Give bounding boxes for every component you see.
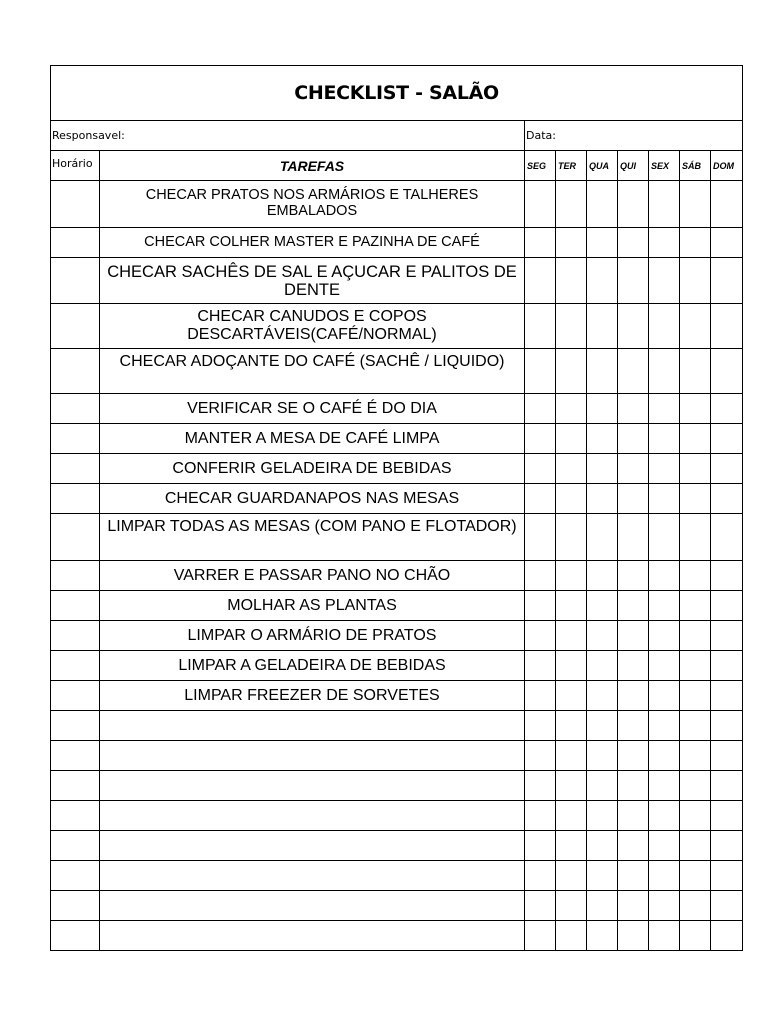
check-cell-sex[interactable] xyxy=(649,454,680,484)
check-cell-sab[interactable] xyxy=(680,591,711,621)
check-cell-qua[interactable] xyxy=(587,514,618,561)
day-header-qui: QUI xyxy=(618,151,649,181)
check-cell-dom[interactable] xyxy=(711,621,743,651)
table-row xyxy=(51,621,743,651)
check-cell-sex[interactable] xyxy=(649,741,680,771)
task-cell: LIMPAR FREEZER DE SORVETES xyxy=(100,681,525,711)
check-cell-sex[interactable] xyxy=(649,424,680,454)
check-cell-dom[interactable] xyxy=(711,801,743,831)
data-field[interactable]: Data: xyxy=(525,121,743,151)
check-cell-ter[interactable] xyxy=(556,258,587,304)
check-cell-ter[interactable] xyxy=(556,304,587,349)
check-cell-qua[interactable] xyxy=(587,921,618,951)
check-cell-seg[interactable] xyxy=(525,621,556,651)
check-cell-ter[interactable] xyxy=(556,921,587,951)
task-cell: MANTER A MESA DE CAFÉ LIMPA xyxy=(100,424,525,454)
horario-cell[interactable] xyxy=(51,514,100,561)
check-cell-seg[interactable] xyxy=(525,454,556,484)
table-row xyxy=(51,258,743,304)
check-cell-ter[interactable] xyxy=(556,651,587,681)
check-cell-sab[interactable] xyxy=(680,181,711,228)
check-cell-qua[interactable] xyxy=(587,258,618,304)
check-cell-sex[interactable] xyxy=(649,621,680,651)
check-cell-sab[interactable] xyxy=(680,304,711,349)
check-cell-dom[interactable] xyxy=(711,711,743,741)
check-cell-sex[interactable] xyxy=(649,711,680,741)
check-cell-qua[interactable] xyxy=(587,831,618,861)
check-cell-qua[interactable] xyxy=(587,561,618,591)
day-header-ter: TER xyxy=(556,151,587,181)
task-cell xyxy=(100,801,525,831)
check-cell-qui[interactable] xyxy=(618,304,649,349)
check-cell-dom[interactable] xyxy=(711,228,743,258)
check-cell-ter[interactable] xyxy=(556,561,587,591)
check-cell-qua[interactable] xyxy=(587,651,618,681)
check-cell-ter[interactable] xyxy=(556,621,587,651)
day-header-sex: SEX xyxy=(649,151,680,181)
check-cell-seg[interactable] xyxy=(525,801,556,831)
task-cell xyxy=(100,861,525,891)
check-cell-seg[interactable] xyxy=(525,861,556,891)
check-cell-qui[interactable] xyxy=(618,591,649,621)
check-cell-qua[interactable] xyxy=(587,801,618,831)
checklist-table xyxy=(50,65,743,951)
check-cell-qui[interactable] xyxy=(618,621,649,651)
horario-cell[interactable] xyxy=(51,771,100,801)
horario-cell[interactable] xyxy=(51,681,100,711)
check-cell-ter[interactable] xyxy=(556,454,587,484)
check-cell-sab[interactable] xyxy=(680,228,711,258)
table-row xyxy=(51,591,743,621)
check-cell-seg[interactable] xyxy=(525,711,556,741)
check-cell-sab[interactable] xyxy=(680,394,711,424)
check-cell-qui[interactable] xyxy=(618,561,649,591)
task-cell xyxy=(100,741,525,771)
check-cell-qua[interactable] xyxy=(587,424,618,454)
check-cell-ter[interactable] xyxy=(556,681,587,711)
check-cell-qui[interactable] xyxy=(618,891,649,921)
check-cell-seg[interactable] xyxy=(525,681,556,711)
task-cell: CONFERIR GELADEIRA DE BEBIDAS xyxy=(100,454,525,484)
check-cell-ter[interactable] xyxy=(556,711,587,741)
check-cell-seg[interactable] xyxy=(525,424,556,454)
table-row xyxy=(51,891,743,921)
check-cell-sex[interactable] xyxy=(649,861,680,891)
check-cell-sex[interactable] xyxy=(649,771,680,801)
check-cell-qua[interactable] xyxy=(587,304,618,349)
check-cell-ter[interactable] xyxy=(556,741,587,771)
check-cell-qua[interactable] xyxy=(587,861,618,891)
check-cell-seg[interactable] xyxy=(525,228,556,258)
check-cell-ter[interactable] xyxy=(556,514,587,561)
horario-cell[interactable] xyxy=(51,304,100,349)
horario-cell[interactable] xyxy=(51,831,100,861)
check-cell-dom[interactable] xyxy=(711,861,743,891)
check-cell-qua[interactable] xyxy=(587,484,618,514)
check-cell-dom[interactable] xyxy=(711,484,743,514)
check-cell-qua[interactable] xyxy=(587,741,618,771)
check-cell-sab[interactable] xyxy=(680,454,711,484)
check-cell-sab[interactable] xyxy=(680,801,711,831)
check-cell-seg[interactable] xyxy=(525,891,556,921)
check-cell-seg[interactable] xyxy=(525,561,556,591)
task-cell: CHECAR ADOÇANTE DO CAFÉ (SACHÊ / LIQUIDO) xyxy=(100,349,525,394)
check-cell-dom[interactable] xyxy=(711,591,743,621)
task-cell xyxy=(100,831,525,861)
check-cell-ter[interactable] xyxy=(556,861,587,891)
check-cell-qui[interactable] xyxy=(618,228,649,258)
check-cell-qua[interactable] xyxy=(587,454,618,484)
check-cell-sab[interactable] xyxy=(680,831,711,861)
horario-cell[interactable] xyxy=(51,484,100,514)
day-header-sab: SÁB xyxy=(680,151,711,181)
check-cell-dom[interactable] xyxy=(711,921,743,951)
tarefas-header: TAREFAS xyxy=(100,151,525,181)
check-cell-qui[interactable] xyxy=(618,484,649,514)
check-cell-qui[interactable] xyxy=(618,181,649,228)
horario-cell[interactable] xyxy=(51,861,100,891)
check-cell-seg[interactable] xyxy=(525,831,556,861)
task-cell: CHECAR GUARDANAPOS NAS MESAS xyxy=(100,484,525,514)
table-row xyxy=(51,304,743,349)
horario-cell[interactable] xyxy=(51,228,100,258)
check-cell-dom[interactable] xyxy=(711,514,743,561)
check-cell-qui[interactable] xyxy=(618,424,649,454)
table-row xyxy=(51,681,743,711)
check-cell-ter[interactable] xyxy=(556,891,587,921)
check-cell-dom[interactable] xyxy=(711,831,743,861)
day-header-dom: DOM xyxy=(711,151,743,181)
check-cell-seg[interactable] xyxy=(525,258,556,304)
horario-cell[interactable] xyxy=(51,651,100,681)
check-cell-qua[interactable] xyxy=(587,349,618,394)
check-cell-sex[interactable] xyxy=(649,591,680,621)
horario-cell[interactable] xyxy=(51,591,100,621)
check-cell-seg[interactable] xyxy=(525,349,556,394)
check-cell-qua[interactable] xyxy=(587,181,618,228)
check-cell-sex[interactable] xyxy=(649,484,680,514)
check-cell-ter[interactable] xyxy=(556,831,587,861)
check-cell-sex[interactable] xyxy=(649,394,680,424)
check-cell-ter[interactable] xyxy=(556,424,587,454)
check-cell-seg[interactable] xyxy=(525,514,556,561)
table-row xyxy=(51,424,743,454)
task-cell xyxy=(100,921,525,951)
check-cell-qui[interactable] xyxy=(618,711,649,741)
task-cell xyxy=(100,771,525,801)
check-cell-sab[interactable] xyxy=(680,891,711,921)
check-cell-seg[interactable] xyxy=(525,304,556,349)
horario-cell[interactable] xyxy=(51,921,100,951)
horario-cell[interactable] xyxy=(51,258,100,304)
task-cell: CHECAR CANUDOS E COPOS DESCARTÁVEIS(CAFÉ/NORMAL) xyxy=(100,304,525,349)
task-list xyxy=(51,181,743,951)
check-cell-seg[interactable] xyxy=(525,771,556,801)
check-cell-qua[interactable] xyxy=(587,621,618,651)
check-cell-sab[interactable] xyxy=(680,424,711,454)
check-cell-sab[interactable] xyxy=(680,349,711,394)
check-cell-sex[interactable] xyxy=(649,681,680,711)
check-cell-sab[interactable] xyxy=(680,621,711,651)
responsavel-field[interactable]: Responsavel: xyxy=(51,121,525,151)
check-cell-qui[interactable] xyxy=(618,741,649,771)
check-cell-ter[interactable] xyxy=(556,771,587,801)
task-cell xyxy=(100,711,525,741)
check-cell-ter[interactable] xyxy=(556,228,587,258)
check-cell-ter[interactable] xyxy=(556,349,587,394)
check-cell-qui[interactable] xyxy=(618,651,649,681)
horario-cell[interactable] xyxy=(51,561,100,591)
check-cell-sab[interactable] xyxy=(680,681,711,711)
check-cell-qua[interactable] xyxy=(587,711,618,741)
check-cell-qua[interactable] xyxy=(587,771,618,801)
check-cell-dom[interactable] xyxy=(711,394,743,424)
check-cell-qua[interactable] xyxy=(587,681,618,711)
check-cell-seg[interactable] xyxy=(525,921,556,951)
check-cell-seg[interactable] xyxy=(525,484,556,514)
check-cell-seg[interactable] xyxy=(525,651,556,681)
check-cell-qui[interactable] xyxy=(618,861,649,891)
check-cell-sab[interactable] xyxy=(680,514,711,561)
horario-cell[interactable] xyxy=(51,181,100,228)
check-cell-sex[interactable] xyxy=(649,304,680,349)
check-cell-sab[interactable] xyxy=(680,741,711,771)
task-cell: CHECAR PRATOS NOS ARMÁRIOS E TALHERES EMBALADOS xyxy=(100,181,525,228)
horario-cell[interactable] xyxy=(51,349,100,394)
check-cell-seg[interactable] xyxy=(525,591,556,621)
check-cell-ter[interactable] xyxy=(556,801,587,831)
page-title: CHECKLIST - SALÃO xyxy=(51,66,743,121)
check-cell-sab[interactable] xyxy=(680,861,711,891)
check-cell-sab[interactable] xyxy=(680,484,711,514)
task-cell: LIMPAR O ARMÁRIO DE PRATOS xyxy=(100,621,525,651)
check-cell-sex[interactable] xyxy=(649,831,680,861)
check-cell-dom[interactable] xyxy=(711,181,743,228)
check-cell-sex[interactable] xyxy=(649,349,680,394)
check-cell-sab[interactable] xyxy=(680,258,711,304)
check-cell-dom[interactable] xyxy=(711,424,743,454)
check-cell-qui[interactable] xyxy=(618,394,649,424)
check-cell-qui[interactable] xyxy=(618,349,649,394)
check-cell-sex[interactable] xyxy=(649,801,680,831)
task-cell: VERIFICAR SE O CAFÉ É DO DIA xyxy=(100,394,525,424)
check-cell-dom[interactable] xyxy=(711,349,743,394)
check-cell-ter[interactable] xyxy=(556,394,587,424)
task-cell: CHECAR COLHER MASTER E PAZINHA DE CAFÉ xyxy=(100,228,525,258)
table-row xyxy=(51,349,743,394)
horario-cell[interactable] xyxy=(51,711,100,741)
check-cell-dom[interactable] xyxy=(711,681,743,711)
check-cell-ter[interactable] xyxy=(556,591,587,621)
check-cell-sab[interactable] xyxy=(680,921,711,951)
check-cell-ter[interactable] xyxy=(556,484,587,514)
check-cell-sab[interactable] xyxy=(680,561,711,591)
check-cell-sex[interactable] xyxy=(649,561,680,591)
table-row xyxy=(51,484,743,514)
table-row xyxy=(51,831,743,861)
check-cell-qui[interactable] xyxy=(618,771,649,801)
check-cell-dom[interactable] xyxy=(711,258,743,304)
table-row xyxy=(51,181,743,228)
table-row xyxy=(51,651,743,681)
check-cell-dom[interactable] xyxy=(711,771,743,801)
check-cell-seg[interactable] xyxy=(525,741,556,771)
check-cell-qua[interactable] xyxy=(587,394,618,424)
check-cell-qua[interactable] xyxy=(587,891,618,921)
table-row xyxy=(51,228,743,258)
check-cell-sex[interactable] xyxy=(649,651,680,681)
check-cell-dom[interactable] xyxy=(711,651,743,681)
day-header-seg: SEG xyxy=(525,151,556,181)
horario-cell[interactable] xyxy=(51,454,100,484)
task-cell: LIMPAR TODAS AS MESAS (COM PANO E FLOTADOR) xyxy=(100,514,525,561)
check-cell-sex[interactable] xyxy=(649,514,680,561)
horario-cell[interactable] xyxy=(51,801,100,831)
table-row xyxy=(51,561,743,591)
table-row xyxy=(51,741,743,771)
horario-cell[interactable] xyxy=(51,424,100,454)
table-row xyxy=(51,861,743,891)
check-cell-qua[interactable] xyxy=(587,591,618,621)
task-cell: CHECAR SACHÊS DE SAL E AÇUCAR E PALITOS DE DENTE xyxy=(100,258,525,304)
check-cell-qui[interactable] xyxy=(618,454,649,484)
horario-cell[interactable] xyxy=(51,394,100,424)
check-cell-sex[interactable] xyxy=(649,921,680,951)
check-cell-qui[interactable] xyxy=(618,514,649,561)
check-cell-ter[interactable] xyxy=(556,181,587,228)
check-cell-qui[interactable] xyxy=(618,801,649,831)
check-cell-seg[interactable] xyxy=(525,181,556,228)
task-cell: LIMPAR A GELADEIRA DE BEBIDAS xyxy=(100,651,525,681)
check-cell-qui[interactable] xyxy=(618,258,649,304)
task-cell xyxy=(100,891,525,921)
check-cell-sex[interactable] xyxy=(649,181,680,228)
horario-header: Horário xyxy=(51,151,100,181)
check-cell-dom[interactable] xyxy=(711,741,743,771)
check-cell-sex[interactable] xyxy=(649,891,680,921)
check-cell-qui[interactable] xyxy=(618,831,649,861)
check-cell-sex[interactable] xyxy=(649,258,680,304)
check-cell-seg[interactable] xyxy=(525,394,556,424)
horario-cell[interactable] xyxy=(51,891,100,921)
check-cell-sab[interactable] xyxy=(680,771,711,801)
day-header-qua: QUA xyxy=(587,151,618,181)
check-cell-sab[interactable] xyxy=(680,711,711,741)
check-cell-sex[interactable] xyxy=(649,228,680,258)
table-row xyxy=(51,921,743,951)
task-cell: VARRER E PASSAR PANO NO CHÃO xyxy=(100,561,525,591)
check-cell-qui[interactable] xyxy=(618,921,649,951)
table-row xyxy=(51,514,743,561)
table-row xyxy=(51,711,743,741)
check-cell-qui[interactable] xyxy=(618,681,649,711)
horario-cell[interactable] xyxy=(51,741,100,771)
task-cell: MOLHAR AS PLANTAS xyxy=(100,591,525,621)
table-row xyxy=(51,394,743,424)
check-cell-dom[interactable] xyxy=(711,454,743,484)
horario-cell[interactable] xyxy=(51,621,100,651)
table-row xyxy=(51,454,743,484)
check-cell-dom[interactable] xyxy=(711,891,743,921)
check-cell-sab[interactable] xyxy=(680,651,711,681)
check-cell-dom[interactable] xyxy=(711,561,743,591)
table-row xyxy=(51,771,743,801)
table-row xyxy=(51,801,743,831)
check-cell-dom[interactable] xyxy=(711,304,743,349)
check-cell-qua[interactable] xyxy=(587,228,618,258)
